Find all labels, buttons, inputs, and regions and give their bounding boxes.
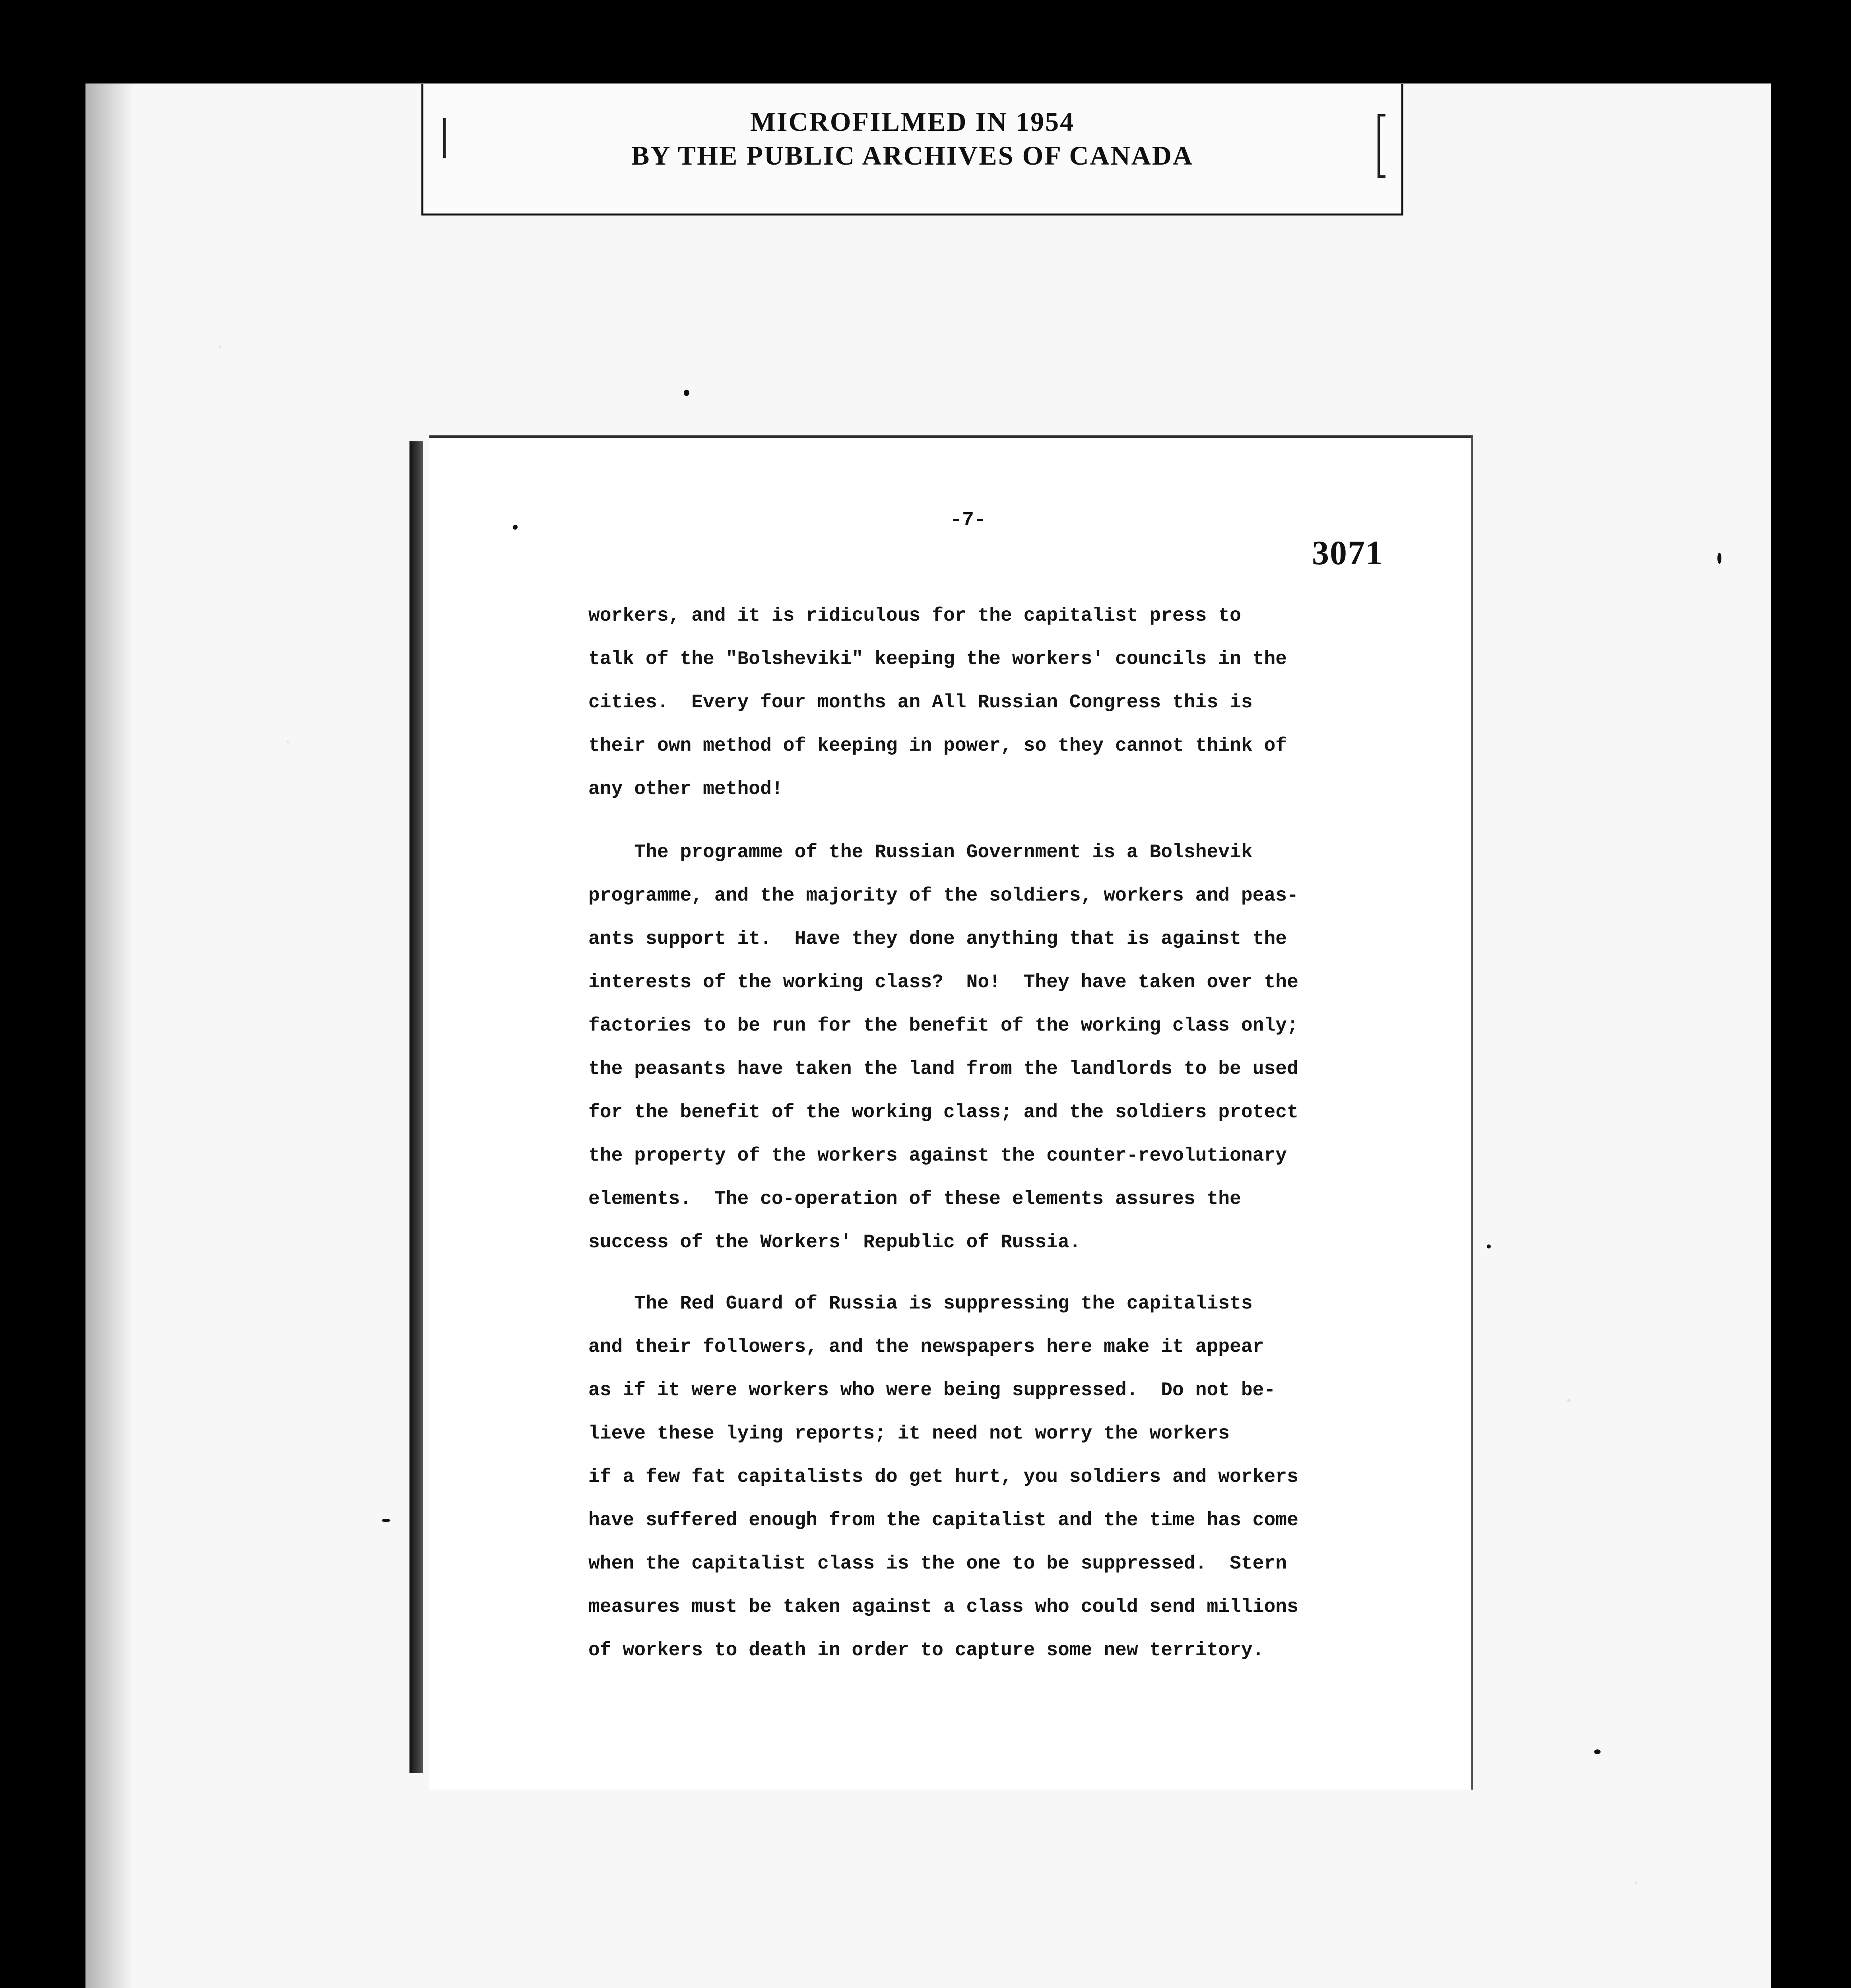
archive-number: 3071 — [1312, 534, 1383, 572]
text-line: measures must be taken against a class who could send millions — [588, 1596, 1298, 1618]
text-line: if a few fat capitalists do get hurt, you soldiers and workers — [588, 1466, 1298, 1488]
film-speck — [684, 390, 689, 396]
text-line: and their followers, and the newspapers here make it appear — [588, 1336, 1264, 1358]
text-line: as if it were workers who were being suppressed. Do not be- — [588, 1380, 1276, 1401]
stamp-bracket-right — [1378, 114, 1385, 178]
text-line: talk of the "Bolsheviki" keeping the workers' councils in the — [588, 648, 1287, 670]
film-speck — [382, 1519, 390, 1522]
text-line: interests of the working class? No! They have taken over the — [588, 972, 1298, 993]
text-line: workers, and it is ridiculous for the capitalist press to — [588, 605, 1241, 627]
sheet-edge-shadow — [85, 83, 133, 1988]
text-line: have suffered enough from the capitalist and the time has come — [588, 1510, 1298, 1531]
stamp-line-1: MICROFILMED IN 1954 — [750, 107, 1075, 137]
text-line: of workers to death in order to capture some new territory. — [588, 1640, 1264, 1661]
typed-page-edge — [409, 441, 423, 1773]
text-line: for the benefit of the working class; and the soldiers protect — [588, 1102, 1298, 1123]
film-speck — [513, 525, 518, 530]
page-number: -7- — [950, 509, 986, 532]
text-line: their own method of keeping in power, so they cannot think of — [588, 735, 1287, 757]
text-line: factories to be run for the benefit of the working class only; — [588, 1015, 1298, 1037]
text-line: when the capitalist class is the one to be suppressed. Stern — [588, 1553, 1287, 1574]
film-speck — [1487, 1244, 1491, 1248]
text-line: lieve these lying reports; it need not worry the workers — [588, 1423, 1230, 1444]
text-line: the property of the workers against the counter-revolutionary — [588, 1145, 1287, 1167]
text-line: The programme of the Russian Government is a Bolshevik — [588, 842, 1253, 863]
film-speck — [1717, 553, 1721, 564]
text-line: the peasants have taken the land from the landlords to be used — [588, 1058, 1298, 1080]
text-line: success of the Workers' Republic of Russia. — [588, 1232, 1081, 1253]
stamp-line-2: BY THE PUBLIC ARCHIVES OF CANADA — [631, 140, 1193, 171]
text-line: any other method! — [588, 779, 783, 800]
text-line: programme, and the majority of the soldiers, workers and peas- — [588, 885, 1298, 907]
microfilm-stamp — [421, 84, 1403, 215]
text-line: cities. Every four months an All Russian Congress this is — [588, 692, 1253, 713]
text-line: The Red Guard of Russia is suppressing the capitalists — [588, 1293, 1253, 1314]
text-line: ants support it. Have they done anything that is against the — [588, 928, 1287, 950]
text-line: elements. The co-operation of these elements assures the — [588, 1188, 1241, 1210]
film-speck — [1594, 1749, 1601, 1754]
